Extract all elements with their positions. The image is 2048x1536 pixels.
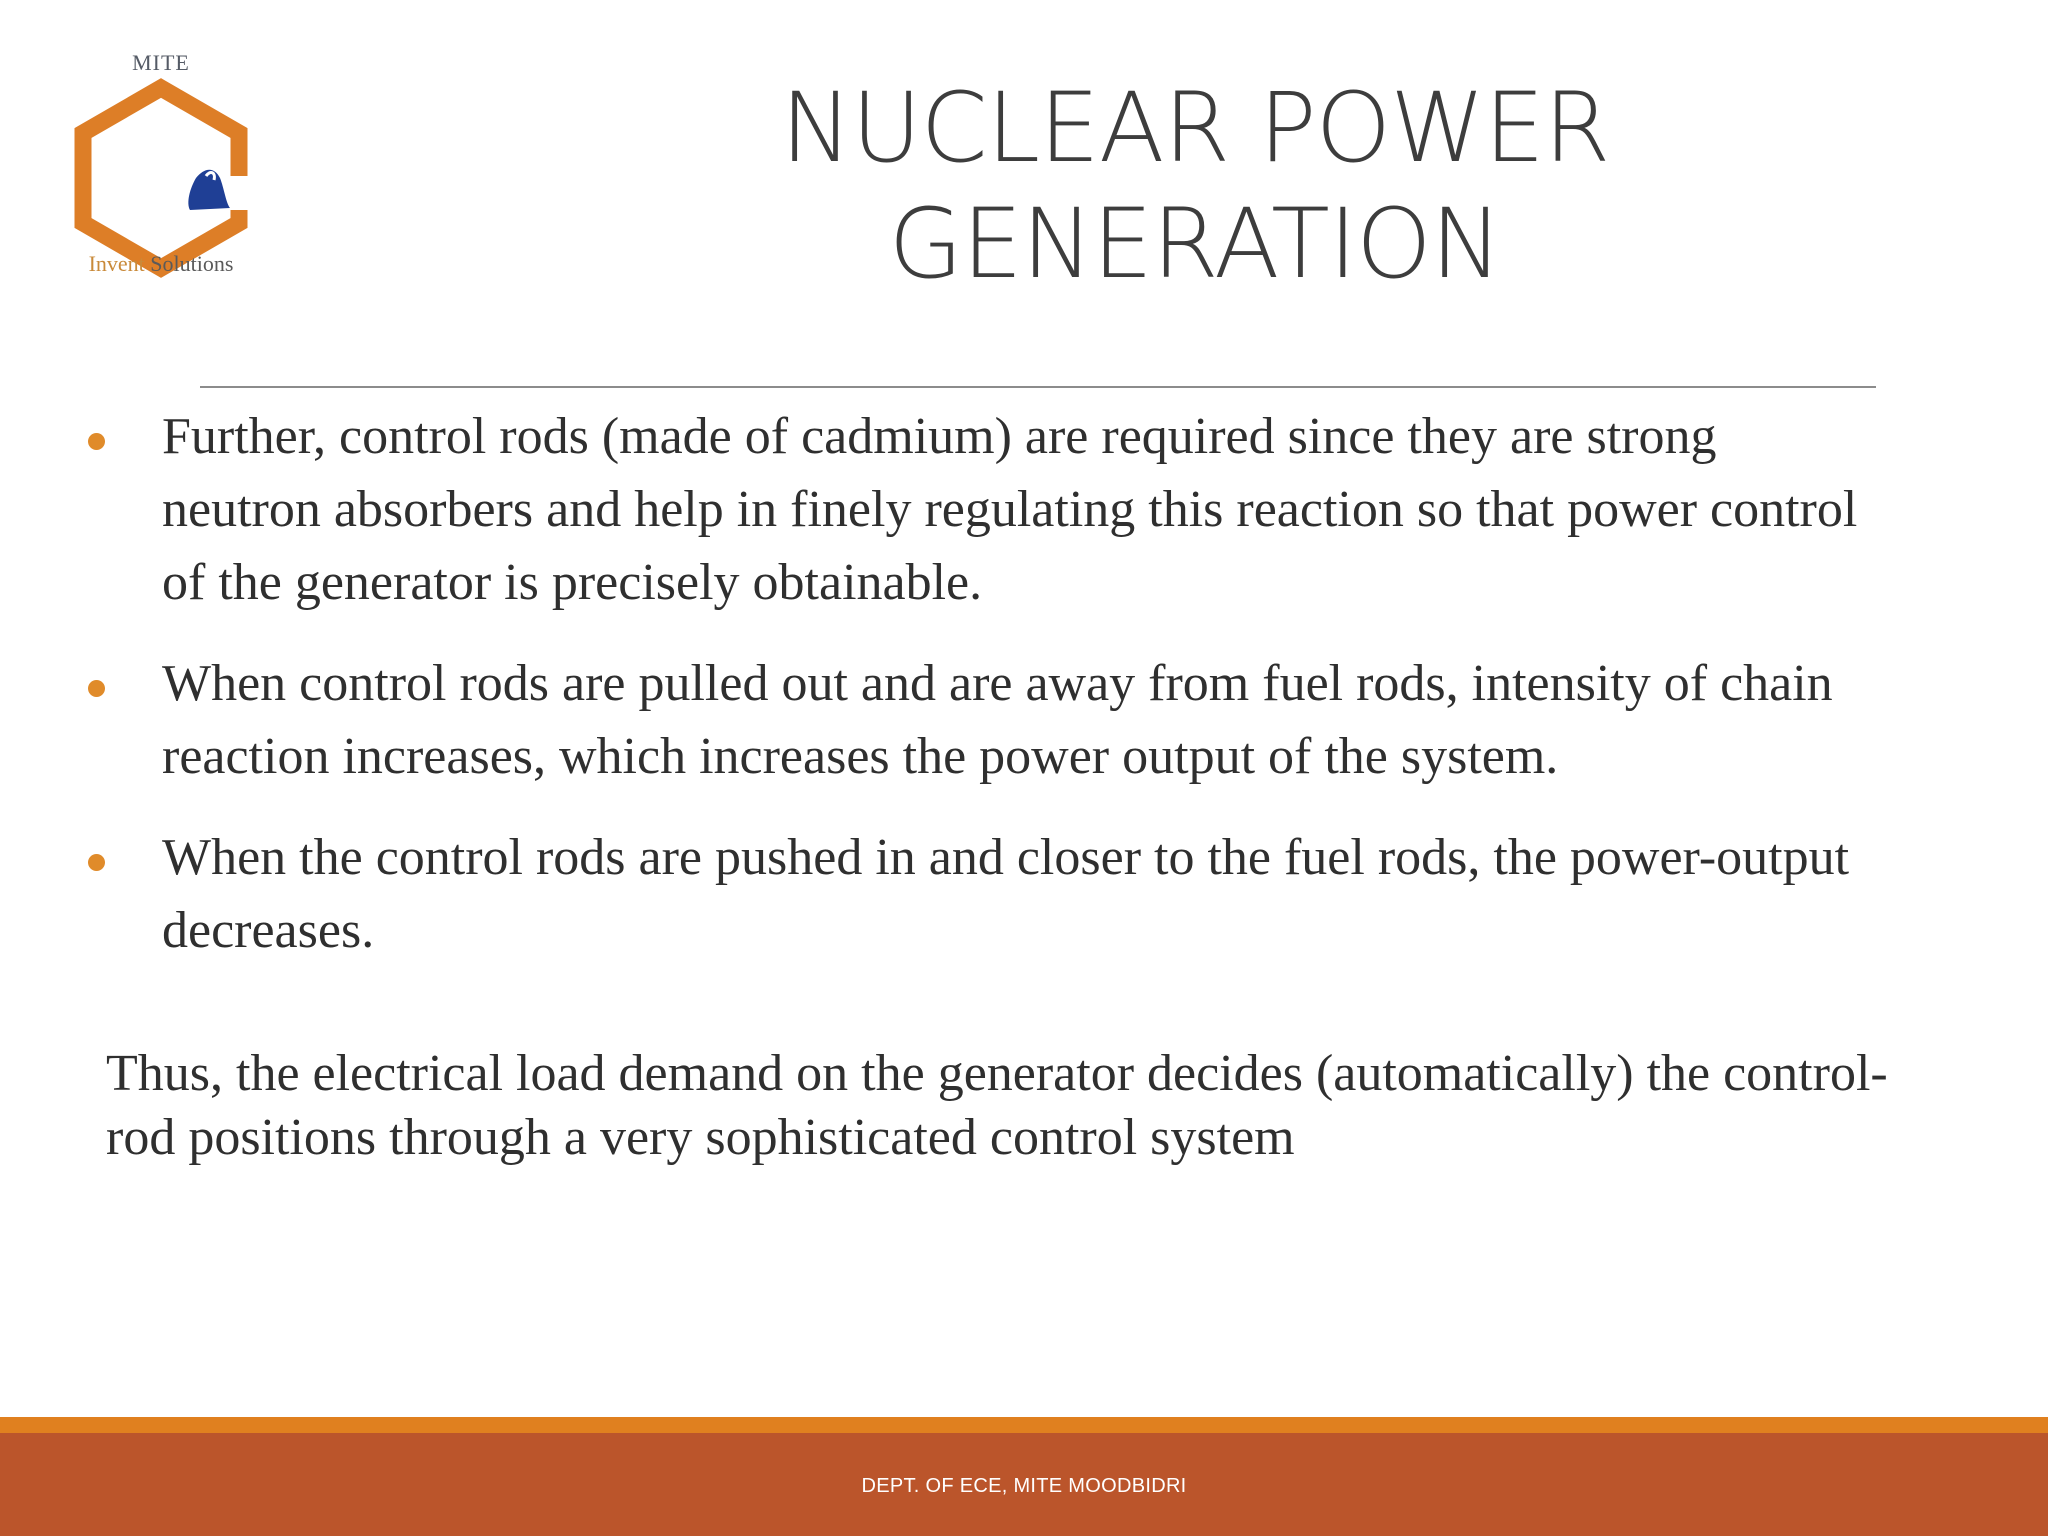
bullet-dot-icon xyxy=(88,680,105,697)
footer-text: DEPT. OF ECE, MITE MOODBIDRI xyxy=(861,1475,1187,1497)
bullet-text: When control rods are pulled out and are away from fuel rods, intensity of chain reaction increases, which increases the power output of the system. xyxy=(162,655,1833,785)
bullet-dot-icon xyxy=(88,433,105,450)
bullet-item xyxy=(86,400,1886,619)
slide-title-line-1: NUCLEAR POWER xyxy=(780,72,1610,184)
logo-tagline-accent: Invent xyxy=(88,251,145,276)
title-divider xyxy=(200,386,1876,388)
bullet-list xyxy=(86,400,1886,995)
bullet-dot-icon xyxy=(88,854,105,871)
bullet-text: Further, control rods (made of cadmium) are required since they are strong neutron absorbers and help in finely regulating this reaction so that power control of the generator is precisely obtainable. xyxy=(162,408,1858,611)
logo-tagline-rest: Solutions xyxy=(144,251,234,276)
footer-accent-stripe xyxy=(0,1417,2048,1433)
logo-top-text: MITE xyxy=(132,50,190,75)
logo-tagline xyxy=(56,251,266,277)
mite-logo xyxy=(56,48,266,288)
bullet-text: When the control rods are pushed in and closer to the fuel rods, the power-output decreases. xyxy=(162,829,1850,959)
slide-title xyxy=(590,70,1800,302)
slide-title-line-2: GENERATION xyxy=(888,188,1502,300)
bullet-item xyxy=(86,821,1886,967)
bullet-item xyxy=(86,647,1886,793)
conclusion-text: Thus, the electrical load demand on the generator decides (automatically) the control-rod positions through a very sophisticated control system xyxy=(106,1045,1888,1166)
